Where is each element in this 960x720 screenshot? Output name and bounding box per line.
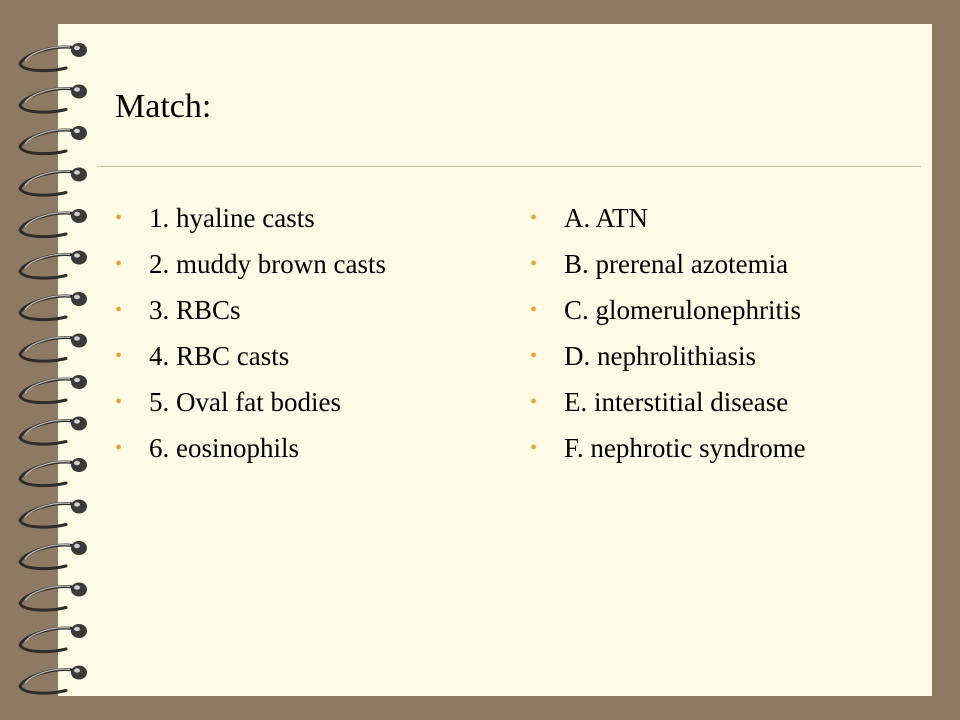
bullet-icon: • [115, 253, 123, 275]
list-item-label: 5. Oval fat bodies [149, 387, 341, 417]
bullet-icon: • [115, 391, 123, 413]
spiral-ring-icon [20, 417, 87, 445]
bullet-icon: • [115, 299, 123, 321]
slide-title: Match: [115, 88, 212, 125]
bullet-icon: • [115, 345, 123, 367]
bullet-icon: • [530, 207, 538, 229]
list-item-label: 2. muddy brown casts [149, 249, 386, 279]
list-item [530, 288, 806, 334]
spiral-binding [0, 0, 100, 720]
list-item [530, 380, 806, 426]
spiral-ring-icon [20, 209, 87, 237]
title-divider [97, 166, 921, 167]
spiral-ring-icon [20, 583, 87, 611]
list-item-label: F. nephrotic syndrome [564, 433, 806, 463]
list-item [530, 196, 806, 242]
list-item-label: 3. RBCs [149, 295, 241, 325]
spiral-ring-icon [20, 85, 87, 113]
bullet-icon: • [530, 253, 538, 275]
spiral-ring-icon [20, 541, 87, 569]
list-item [115, 242, 386, 288]
spiral-ring-icon [20, 375, 87, 403]
list-item [530, 334, 806, 380]
spiral-ring-icon [20, 500, 87, 528]
bullet-icon: • [530, 437, 538, 459]
list-item-label: 4. RBC casts [149, 341, 290, 371]
bullet-icon: • [530, 299, 538, 321]
spiral-ring-icon [20, 666, 87, 694]
spiral-ring-icon [20, 126, 87, 154]
list-item [115, 380, 386, 426]
list-item [115, 196, 386, 242]
list-item-label: 1. hyaline casts [149, 203, 315, 233]
right-match-list [530, 196, 806, 472]
left-match-list [115, 196, 386, 472]
spiral-ring-icon [20, 251, 87, 279]
list-item-label: A. ATN [564, 203, 649, 233]
spiral-ring-icon [20, 168, 87, 196]
list-item-label: D. nephrolithiasis [564, 341, 756, 371]
list-item [530, 426, 806, 472]
spiral-ring-icon [20, 43, 87, 71]
bullet-icon: • [530, 345, 538, 367]
list-item [115, 426, 386, 472]
spiral-ring-icon [20, 334, 87, 362]
spiral-ring-icon [20, 624, 87, 652]
bullet-icon: • [530, 391, 538, 413]
spiral-ring-icon [20, 292, 87, 320]
list-item-label: C. glomerulonephritis [564, 295, 801, 325]
list-item-label: 6. eosinophils [149, 433, 300, 463]
list-item [115, 334, 386, 380]
spiral-ring-icon [20, 458, 87, 486]
list-item-label: B. prerenal azotemia [564, 249, 789, 279]
list-item-label: E. interstitial disease [564, 387, 789, 417]
bullet-icon: • [115, 207, 123, 229]
list-item [115, 288, 386, 334]
bullet-icon: • [115, 437, 123, 459]
list-item [530, 242, 806, 288]
